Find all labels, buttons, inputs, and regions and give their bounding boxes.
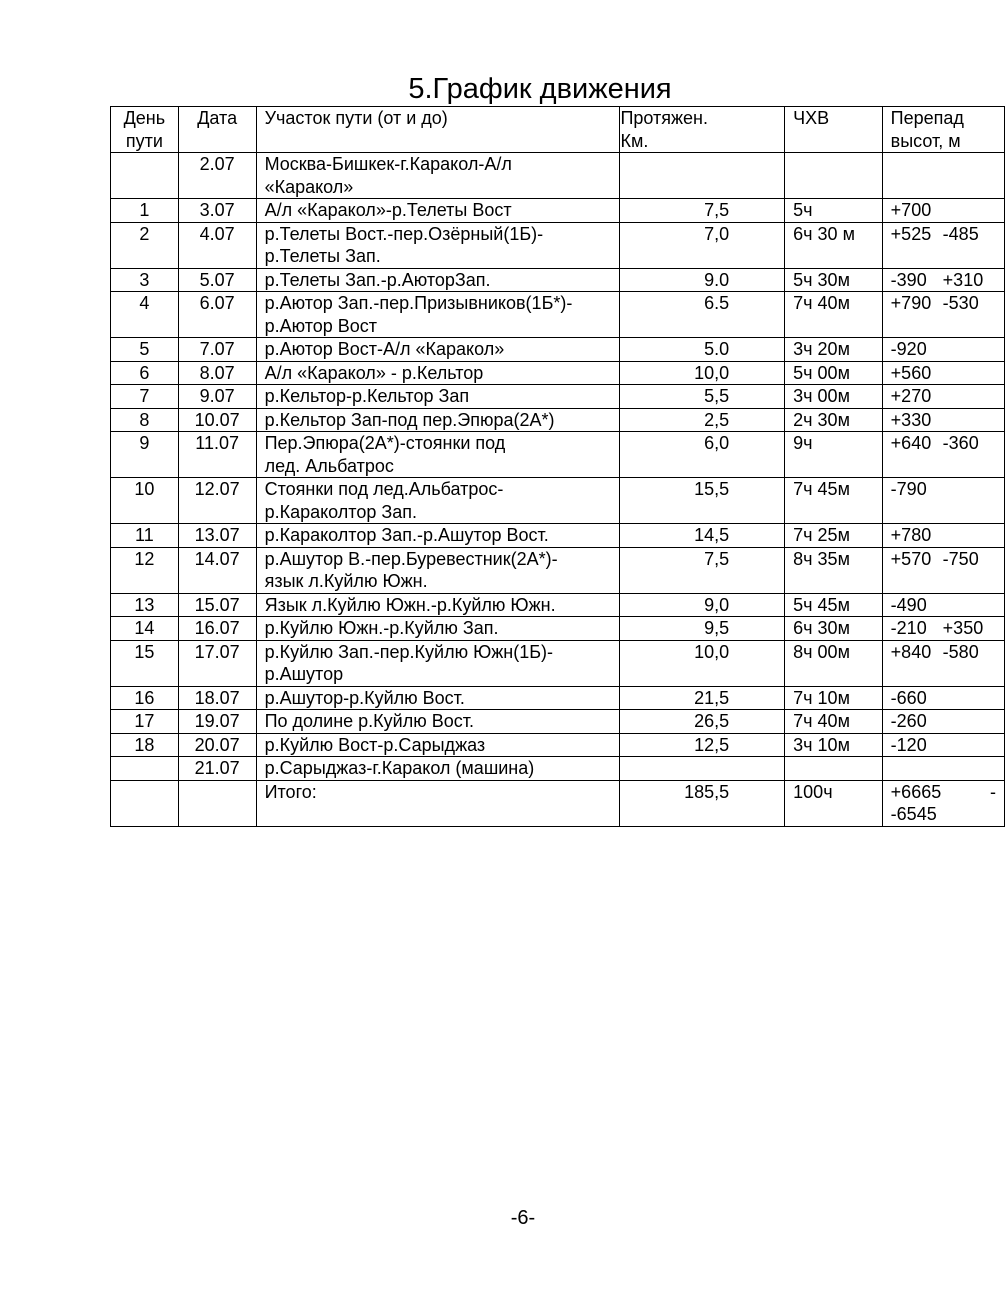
table-row xyxy=(111,710,1005,734)
distance-cell: 10,0 xyxy=(620,361,785,385)
section-line: р.Телеты Зап. xyxy=(264,246,381,266)
elevation-cell xyxy=(882,361,1004,385)
distance-cell: 15,5 xyxy=(620,478,785,524)
elevation-value-1: +780 xyxy=(890,525,932,545)
section-line: р.Ашутор В.-пер.Буревестник(2А*)- xyxy=(264,548,558,569)
section-line: р.Ашутор xyxy=(264,664,344,684)
section-line: р.Ашутор-р.Куйлю Вост. xyxy=(264,687,465,708)
distance-cell: 21,5 xyxy=(620,686,785,710)
day-cell: 18 xyxy=(111,733,179,757)
distance-cell: 2,5 xyxy=(620,408,785,432)
section-line: р.Кельтор Зап-под пер.Эпюра(2А*) xyxy=(264,409,555,430)
time-cell xyxy=(785,757,883,781)
date-cell: 10.07 xyxy=(178,408,256,432)
distance-cell: 5,5 xyxy=(620,385,785,409)
time-cell: 7ч 25м xyxy=(785,524,883,548)
total-time: 100ч xyxy=(785,780,883,826)
table-row xyxy=(111,617,1005,641)
distance-cell: 9.0 xyxy=(620,268,785,292)
section-line: р.Аютор Вост-А/л «Каракол» xyxy=(264,339,505,359)
table-row xyxy=(111,547,1005,593)
section-line: р.Аютор Зап.-пер.Призывников(1Б*)- xyxy=(264,293,573,313)
day-cell: 15 xyxy=(111,640,179,686)
section-line: р.Аютор Вост xyxy=(264,315,378,336)
table-header xyxy=(111,107,1005,153)
table-row xyxy=(111,733,1005,757)
elevation-cell xyxy=(882,640,1004,686)
total-elevation-gain: +6665 xyxy=(890,781,942,802)
day-cell: 14 xyxy=(111,617,179,641)
total-elevation-dash: - xyxy=(990,781,996,802)
time-cell: 8ч 35м xyxy=(785,547,883,593)
elevation-value-1: +790 xyxy=(890,293,932,313)
table-row xyxy=(111,757,1005,781)
day-cell: 12 xyxy=(111,547,179,593)
elevation-cell xyxy=(882,222,1004,268)
elevation-value-2: -580 xyxy=(942,641,979,662)
date-cell: 8.07 xyxy=(178,361,256,385)
section-cell xyxy=(256,617,620,641)
date-cell: 5.07 xyxy=(178,268,256,292)
day-cell xyxy=(111,153,179,199)
section-line: р.Куйлю Вост-р.Сарыджаз xyxy=(264,734,486,755)
elevation-value-1: -120 xyxy=(890,734,927,755)
table-row xyxy=(111,408,1005,432)
section-line: По долине р.Куйлю Вост. xyxy=(264,711,474,731)
distance-cell: 6,0 xyxy=(620,432,785,478)
day-cell: 17 xyxy=(111,710,179,734)
date-cell: 7.07 xyxy=(178,338,256,362)
header-distance-line2: Км. xyxy=(620,130,649,151)
date-cell: 9.07 xyxy=(178,385,256,409)
total-day-cell xyxy=(111,780,179,826)
elevation-value-1: +840 xyxy=(890,641,932,662)
header-elevation-line1: Перепад xyxy=(890,108,964,128)
section-line: язык л.Куйлю Южн. xyxy=(264,571,428,591)
header-row xyxy=(111,107,1005,153)
day-cell: 9 xyxy=(111,432,179,478)
date-cell: 13.07 xyxy=(178,524,256,548)
section-line: р.Куйлю Южн.-р.Куйлю Зап. xyxy=(264,618,499,638)
distance-cell: 12,5 xyxy=(620,733,785,757)
time-cell: 7ч 45м xyxy=(785,478,883,524)
elevation-cell xyxy=(882,710,1004,734)
distance-cell: 9,0 xyxy=(620,593,785,617)
date-cell: 12.07 xyxy=(178,478,256,524)
day-cell: 13 xyxy=(111,593,179,617)
elevation-cell xyxy=(882,153,1004,199)
total-elevation xyxy=(882,780,1004,826)
day-cell: 1 xyxy=(111,199,179,223)
elevation-cell xyxy=(882,385,1004,409)
elevation-value-2: +350 xyxy=(942,618,984,638)
section-line: А/л «Каракол»-р.Телеты Вост xyxy=(264,200,512,220)
table-row xyxy=(111,385,1005,409)
section-cell xyxy=(256,710,620,734)
section-cell xyxy=(256,524,620,548)
section-cell xyxy=(256,199,620,223)
section-line: р.Караколтор Зап.-р.Ашутор Вост. xyxy=(264,525,549,545)
time-cell: 6ч 30м xyxy=(785,617,883,641)
distance-cell: 6.5 xyxy=(620,292,785,338)
distance-cell: 5.0 xyxy=(620,338,785,362)
total-elevation-loss: -6545 xyxy=(890,804,937,824)
day-cell: 7 xyxy=(111,385,179,409)
elevation-value-1: +570 xyxy=(890,548,932,569)
total-distance: 185,5 xyxy=(620,780,785,826)
total-date-cell xyxy=(178,780,256,826)
header-elevation xyxy=(882,107,1004,153)
page-number: -6- xyxy=(510,1207,536,1229)
elevation-cell xyxy=(882,268,1004,292)
elevation-cell xyxy=(882,338,1004,362)
time-cell: 3ч 20м xyxy=(785,338,883,362)
section-cell xyxy=(256,153,620,199)
table-row xyxy=(111,593,1005,617)
section-cell xyxy=(256,478,620,524)
date-cell: 6.07 xyxy=(178,292,256,338)
table-row xyxy=(111,524,1005,548)
elevation-value-1: +330 xyxy=(890,409,932,430)
time-cell: 5ч 00м xyxy=(785,361,883,385)
elevation-cell xyxy=(882,593,1004,617)
time-cell: 7ч 10м xyxy=(785,686,883,710)
header-distance-line1: Протяжен. xyxy=(620,108,709,128)
date-cell: 11.07 xyxy=(178,432,256,478)
section-cell xyxy=(256,385,620,409)
section-cell xyxy=(256,432,620,478)
elevation-cell xyxy=(882,478,1004,524)
day-cell: 5 xyxy=(111,338,179,362)
day-cell: 4 xyxy=(111,292,179,338)
distance-cell: 10,0 xyxy=(620,640,785,686)
elevation-value-2: +310 xyxy=(942,269,984,290)
distance-cell: 7,5 xyxy=(620,199,785,223)
elevation-cell xyxy=(882,524,1004,548)
section-line: р.Караколтор Зап. xyxy=(264,501,417,522)
time-cell: 3ч 00м xyxy=(785,385,883,409)
elevation-value-1: -390 xyxy=(890,269,927,290)
table-row xyxy=(111,292,1005,338)
time-cell: 7ч 40м xyxy=(785,292,883,338)
time-cell: 2ч 30м xyxy=(785,408,883,432)
time-cell: 8ч 00м xyxy=(785,640,883,686)
table-row xyxy=(111,338,1005,362)
elevation-value-2: -360 xyxy=(942,433,979,453)
distance-cell xyxy=(620,757,785,781)
table-footer xyxy=(111,780,1005,826)
elevation-cell xyxy=(882,733,1004,757)
day-cell: 3 xyxy=(111,268,179,292)
table-row xyxy=(111,478,1005,524)
section-line: А/л «Каракол» - р.Кельтор xyxy=(264,362,484,383)
time-cell: 3ч 10м xyxy=(785,733,883,757)
elevation-value-1: +560 xyxy=(890,362,932,383)
section-line: лед. Альбатрос xyxy=(264,455,394,476)
day-cell: 6 xyxy=(111,361,179,385)
elevation-value-1: -790 xyxy=(890,479,927,499)
day-cell: 16 xyxy=(111,686,179,710)
table-row xyxy=(111,222,1005,268)
schedule-table xyxy=(110,106,1005,827)
date-cell: 16.07 xyxy=(178,617,256,641)
elevation-cell xyxy=(882,199,1004,223)
table-row xyxy=(111,199,1005,223)
distance-cell xyxy=(620,153,785,199)
time-cell: 7ч 40м xyxy=(785,710,883,734)
section-cell xyxy=(256,733,620,757)
time-cell: 9ч xyxy=(785,432,883,478)
total-label: Итого: xyxy=(256,780,620,826)
header-day xyxy=(111,107,179,153)
elevation-value-1: +270 xyxy=(890,386,932,406)
section-line: Москва-Бишкек-г.Каракол-А/л xyxy=(264,154,512,174)
header-day-line2: пути xyxy=(125,130,163,151)
day-cell: 2 xyxy=(111,222,179,268)
header-elevation-line2: высот, м xyxy=(890,130,961,151)
section-cell xyxy=(256,268,620,292)
distance-cell: 26,5 xyxy=(620,710,785,734)
date-cell: 2.07 xyxy=(178,153,256,199)
section-cell xyxy=(256,593,620,617)
table-row xyxy=(111,153,1005,199)
elevation-cell xyxy=(882,547,1004,593)
date-cell: 21.07 xyxy=(178,757,256,781)
section-cell xyxy=(256,757,620,781)
day-cell xyxy=(111,757,179,781)
section-cell xyxy=(256,686,620,710)
distance-cell: 9,5 xyxy=(620,617,785,641)
section-line: «Каракол» xyxy=(264,176,354,197)
page-title: 5.График движения xyxy=(408,73,672,105)
time-cell: 5ч xyxy=(785,199,883,223)
distance-cell: 7,5 xyxy=(620,547,785,593)
date-cell: 4.07 xyxy=(178,222,256,268)
elevation-cell xyxy=(882,617,1004,641)
section-cell xyxy=(256,292,620,338)
header-day-line1: День xyxy=(123,108,166,128)
date-cell: 20.07 xyxy=(178,733,256,757)
elevation-value-1: -260 xyxy=(890,711,927,731)
date-cell: 14.07 xyxy=(178,547,256,593)
table-row xyxy=(111,432,1005,478)
section-cell xyxy=(256,338,620,362)
elevation-value-2: -485 xyxy=(942,223,979,244)
header-section: Участок пути (от и до) xyxy=(256,107,620,153)
day-cell: 8 xyxy=(111,408,179,432)
section-line: р.Сарыджаз-г.Каракол (машина) xyxy=(264,758,535,778)
distance-cell: 14,5 xyxy=(620,524,785,548)
header-distance xyxy=(620,107,785,153)
distance-cell: 7,0 xyxy=(620,222,785,268)
date-cell: 18.07 xyxy=(178,686,256,710)
section-line: Стоянки под лед.Альбатрос- xyxy=(264,479,504,499)
elevation-cell xyxy=(882,408,1004,432)
elevation-value-1: -210 xyxy=(890,618,927,638)
table-row xyxy=(111,686,1005,710)
section-cell xyxy=(256,361,620,385)
section-cell xyxy=(256,547,620,593)
header-time: ЧХВ xyxy=(785,107,883,153)
section-cell xyxy=(256,640,620,686)
elevation-value-1: -660 xyxy=(890,687,927,708)
day-cell: 11 xyxy=(111,524,179,548)
total-row xyxy=(111,780,1005,826)
section-line: р.Телеты Зап.-р.АюторЗап. xyxy=(264,269,491,290)
elevation-value-1: +700 xyxy=(890,200,932,220)
time-cell xyxy=(785,153,883,199)
elevation-value-1: +640 xyxy=(890,433,932,453)
section-cell xyxy=(256,222,620,268)
time-cell: 5ч 45м xyxy=(785,593,883,617)
elevation-value-2: -530 xyxy=(942,293,979,313)
section-line: р.Кельтор-р.Кельтор Зап xyxy=(264,386,470,406)
elevation-cell xyxy=(882,292,1004,338)
elevation-cell xyxy=(882,432,1004,478)
elevation-value-1: +525 xyxy=(890,223,932,244)
time-cell: 6ч 30 м xyxy=(785,222,883,268)
date-cell: 17.07 xyxy=(178,640,256,686)
table-row xyxy=(111,640,1005,686)
elevation-cell xyxy=(882,757,1004,781)
section-line: Пер.Эпюра(2А*)-стоянки под xyxy=(264,433,506,453)
section-line: р.Телеты Вост.-пер.Озёрный(1Б)- xyxy=(264,223,544,244)
day-cell: 10 xyxy=(111,478,179,524)
table-body xyxy=(111,153,1005,781)
elevation-cell xyxy=(882,686,1004,710)
elevation-value-1: -490 xyxy=(890,594,927,615)
time-cell: 5ч 30м xyxy=(785,268,883,292)
section-line: Язык л.Куйлю Южн.-р.Куйлю Южн. xyxy=(264,594,556,615)
table-row xyxy=(111,268,1005,292)
elevation-value-1: -920 xyxy=(890,339,927,359)
header-date: Дата xyxy=(178,107,256,153)
section-cell xyxy=(256,408,620,432)
date-cell: 19.07 xyxy=(178,710,256,734)
table-row xyxy=(111,361,1005,385)
section-line: р.Куйлю Зап.-пер.Куйлю Южн(1Б)- xyxy=(264,641,554,662)
elevation-value-2: -750 xyxy=(942,548,979,569)
date-cell: 3.07 xyxy=(178,199,256,223)
date-cell: 15.07 xyxy=(178,593,256,617)
